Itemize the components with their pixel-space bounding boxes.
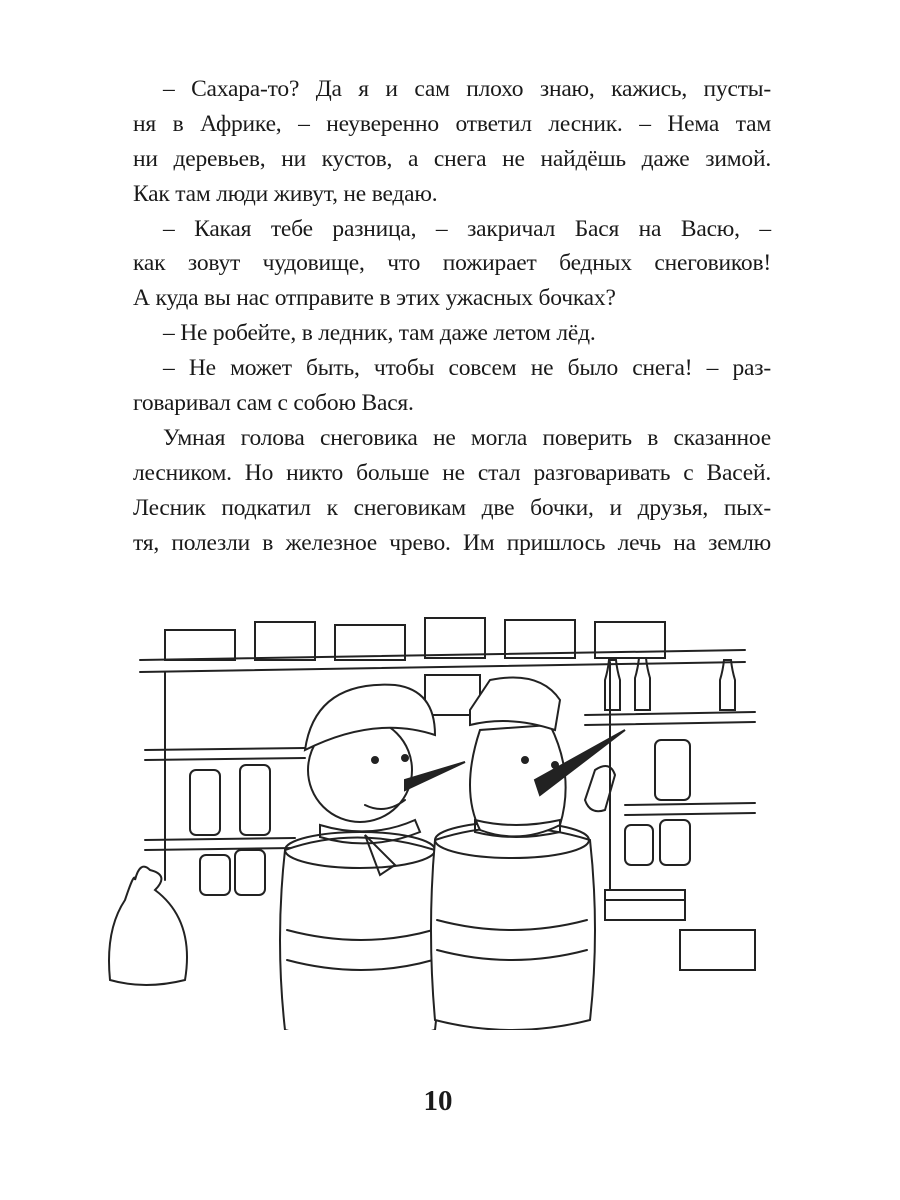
text-line: лесником. Но никто больше не стал разговаривать с Васей.: [133, 459, 771, 486]
text-line: – Какая тебе разница, – закричал Бася на Васю, –: [163, 215, 771, 242]
sack: [109, 867, 187, 985]
crates: [605, 890, 755, 970]
text-line: – Сахара-то? Да я и сам плохо знаю, кажись, пусты-: [163, 76, 771, 102]
text-line: говаривал сам с собою Вася.: [133, 390, 414, 417]
text-line: как зовут чудовище, что пожирает бедных снеговиков!: [133, 250, 771, 277]
text-line: Как там люди живут, не ведаю.: [133, 180, 438, 207]
text-line: тя, полезли в железное чрево. Им пришлось лечь на землю: [133, 529, 771, 556]
text-line: А куда вы нас отправите в этих ужасных бочках?: [133, 285, 616, 312]
page-number: 10: [423, 1085, 453, 1117]
text-line: ни деревьев, ни кустов, а снега не найдёшь даже зимой.: [133, 145, 771, 172]
text-line: – Не может быть, чтобы совсем не было снега! – раз-: [163, 355, 771, 382]
text-line: Умная голова снеговика не могла поверить в сказанное: [163, 424, 771, 451]
illustration-snowmen-in-barrels: [105, 600, 765, 1030]
barrel-left: [280, 832, 440, 1030]
text-line: ня в Африке, – неуверенно ответил лесник. – Нема там: [133, 110, 771, 137]
text-line: Лесник подкатил к снеговикам две бочки, и друзья, пых-: [133, 494, 771, 521]
barrel-right: [431, 822, 595, 1030]
body-text: [133, 72, 771, 560]
snowman-right: [470, 678, 625, 838]
text-line: – Не робейте, в ледник, там даже летом лёд.: [163, 320, 596, 347]
